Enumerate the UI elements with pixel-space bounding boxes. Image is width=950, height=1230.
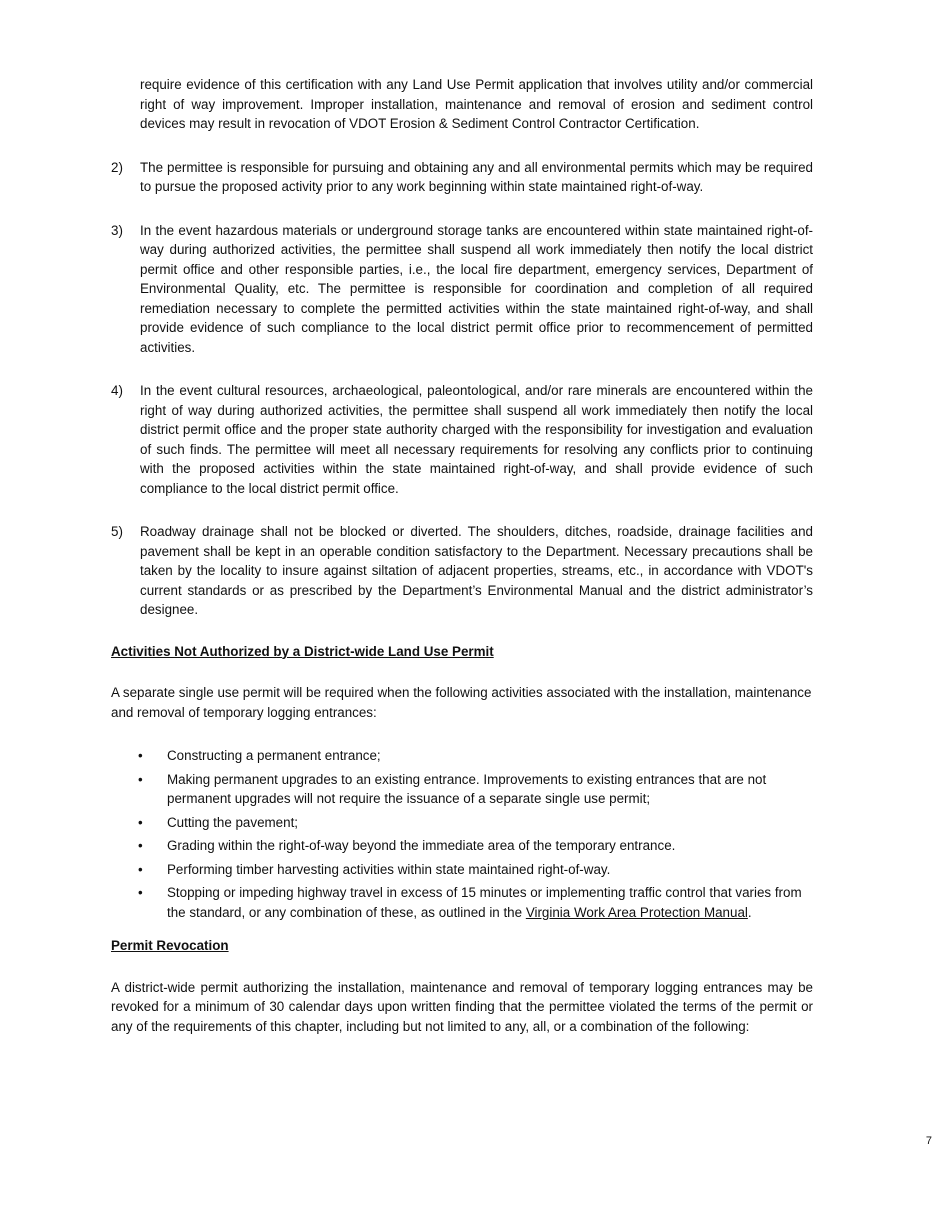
numbered-item-3	[111, 221, 813, 358]
item-number: 4)	[111, 383, 123, 398]
list-item	[111, 860, 813, 880]
page-content	[111, 75, 813, 1036]
item-text: In the event cultural resources, archaeological, paleontological, and/or rare minerals are encountered within the right of way during authorized activities, the permittee shall suspend all work immediately then notify the local district permit office and the proper state authority charged with the responsibility for investigation and evaluation of such finds. The permittee will meet all necessary requirements for resolving any conflicts prior to continuing with the proposed activities within the state maintained right-of-way, and shall provide evidence of such compliance to the local district permit office.	[140, 383, 813, 496]
list-item	[111, 770, 813, 809]
list-item	[111, 746, 813, 766]
list-item	[111, 813, 813, 833]
bullet-icon: •	[138, 814, 143, 830]
bullet-icon: •	[138, 861, 143, 877]
item-text: In the event hazardous materials or underground storage tanks are encountered within state maintained right-of-way during authorized activities, the permittee shall suspend all work immediately then notify the local district permit office and other responsible parties, i.e., the local fire department, emergency services, Department of Environmental Quality, etc. The permittee is responsible for coordination and completion of all required remediation necessary to complete the permitted activities within the state maintained right-of-way, and shall provide evidence of such compliance to the local district permit office prior to recommencement of permitted activities.	[140, 222, 813, 355]
section-heading-activities: Activities Not Authorized by a District-wide Land Use Permit	[111, 643, 494, 659]
numbered-item-5	[111, 522, 813, 620]
item-number: 5)	[111, 524, 123, 539]
bullet-icon: •	[138, 748, 143, 763]
item-text: The permittee is responsible for pursuing and obtaining any and all environmental permits which may be required to pursue the proposed activity prior to any work beginning within state maintained right-of-way.	[140, 159, 813, 194]
manual-link[interactable]: Virginia Work Area Protection Manual	[525, 904, 748, 920]
list-item-text: Making permanent upgrades to an existing entrance. Improvements to existing entrances that are not permanent upgrades will not require the issuance of a separate single use permit;	[167, 771, 767, 806]
bullet-icon: •	[138, 885, 143, 900]
list-item-text: Grading within the right-of-way beyond the immediate area of the temporary entrance.	[167, 838, 676, 853]
list-item-text: Performing timber harvesting activities within state maintained right-of-way.	[167, 861, 611, 877]
activities-list	[111, 746, 813, 922]
item-number: 2)	[111, 159, 123, 175]
bullet-icon: •	[138, 771, 143, 787]
list-item	[111, 883, 813, 922]
bullet-icon: •	[138, 838, 143, 853]
list-item-end: .	[747, 904, 752, 920]
activities-intro: A separate single use permit will be required when the following activities associated with the installation, maintenance and removal of temporary logging entrances:	[111, 685, 812, 720]
section-heading-revocation: Permit Revocation	[111, 938, 229, 953]
list-item	[111, 836, 813, 856]
item-number: 3)	[111, 222, 123, 238]
numbered-item-4	[111, 381, 813, 498]
revocation-paragraph: A district-wide permit authorizing the installation, maintenance and removal of temporary logging entrances may be revoked for a minimum of 30 calendar days upon written finding that the permittee violated the terms of the permit or any of the requirements of this chapter, including but not limited to any, all, or a combination of the following:	[111, 979, 813, 1034]
numbered-item-2	[111, 158, 813, 197]
list-item-text: Cutting the pavement;	[167, 814, 299, 830]
item-text: Roadway drainage shall not be blocked or diverted. The shoulders, ditches, roadside, drainage facilities and pavement shall be kept in an operable condition satisfactory to the Department. Necessary precautions shall be taken by the locality to insure against siltation of adjacent properties, streams, etc., in accordance with VDOT's current standards or as prescribed by the Department’s Environmental Manual and the district administrator’s designee.	[140, 524, 813, 617]
continuation-paragraph: require evidence of this certification with any Land Use Permit application that involves utility and/or commercial right of way improvement. Improper installation, maintenance and removal of erosion and sediment control devices may result in revocation of VDOT Erosion & Sediment Control Contractor Certification.	[140, 77, 813, 131]
page-number: 7	[925, 1135, 932, 1147]
list-item-text: Stopping or impeding highway travel in excess of 15 minutes or implementing traffic control that varies from the standard, or any combination of these, as outlined in the	[167, 885, 802, 920]
list-item-text: Constructing a permanent entrance;	[167, 748, 381, 763]
